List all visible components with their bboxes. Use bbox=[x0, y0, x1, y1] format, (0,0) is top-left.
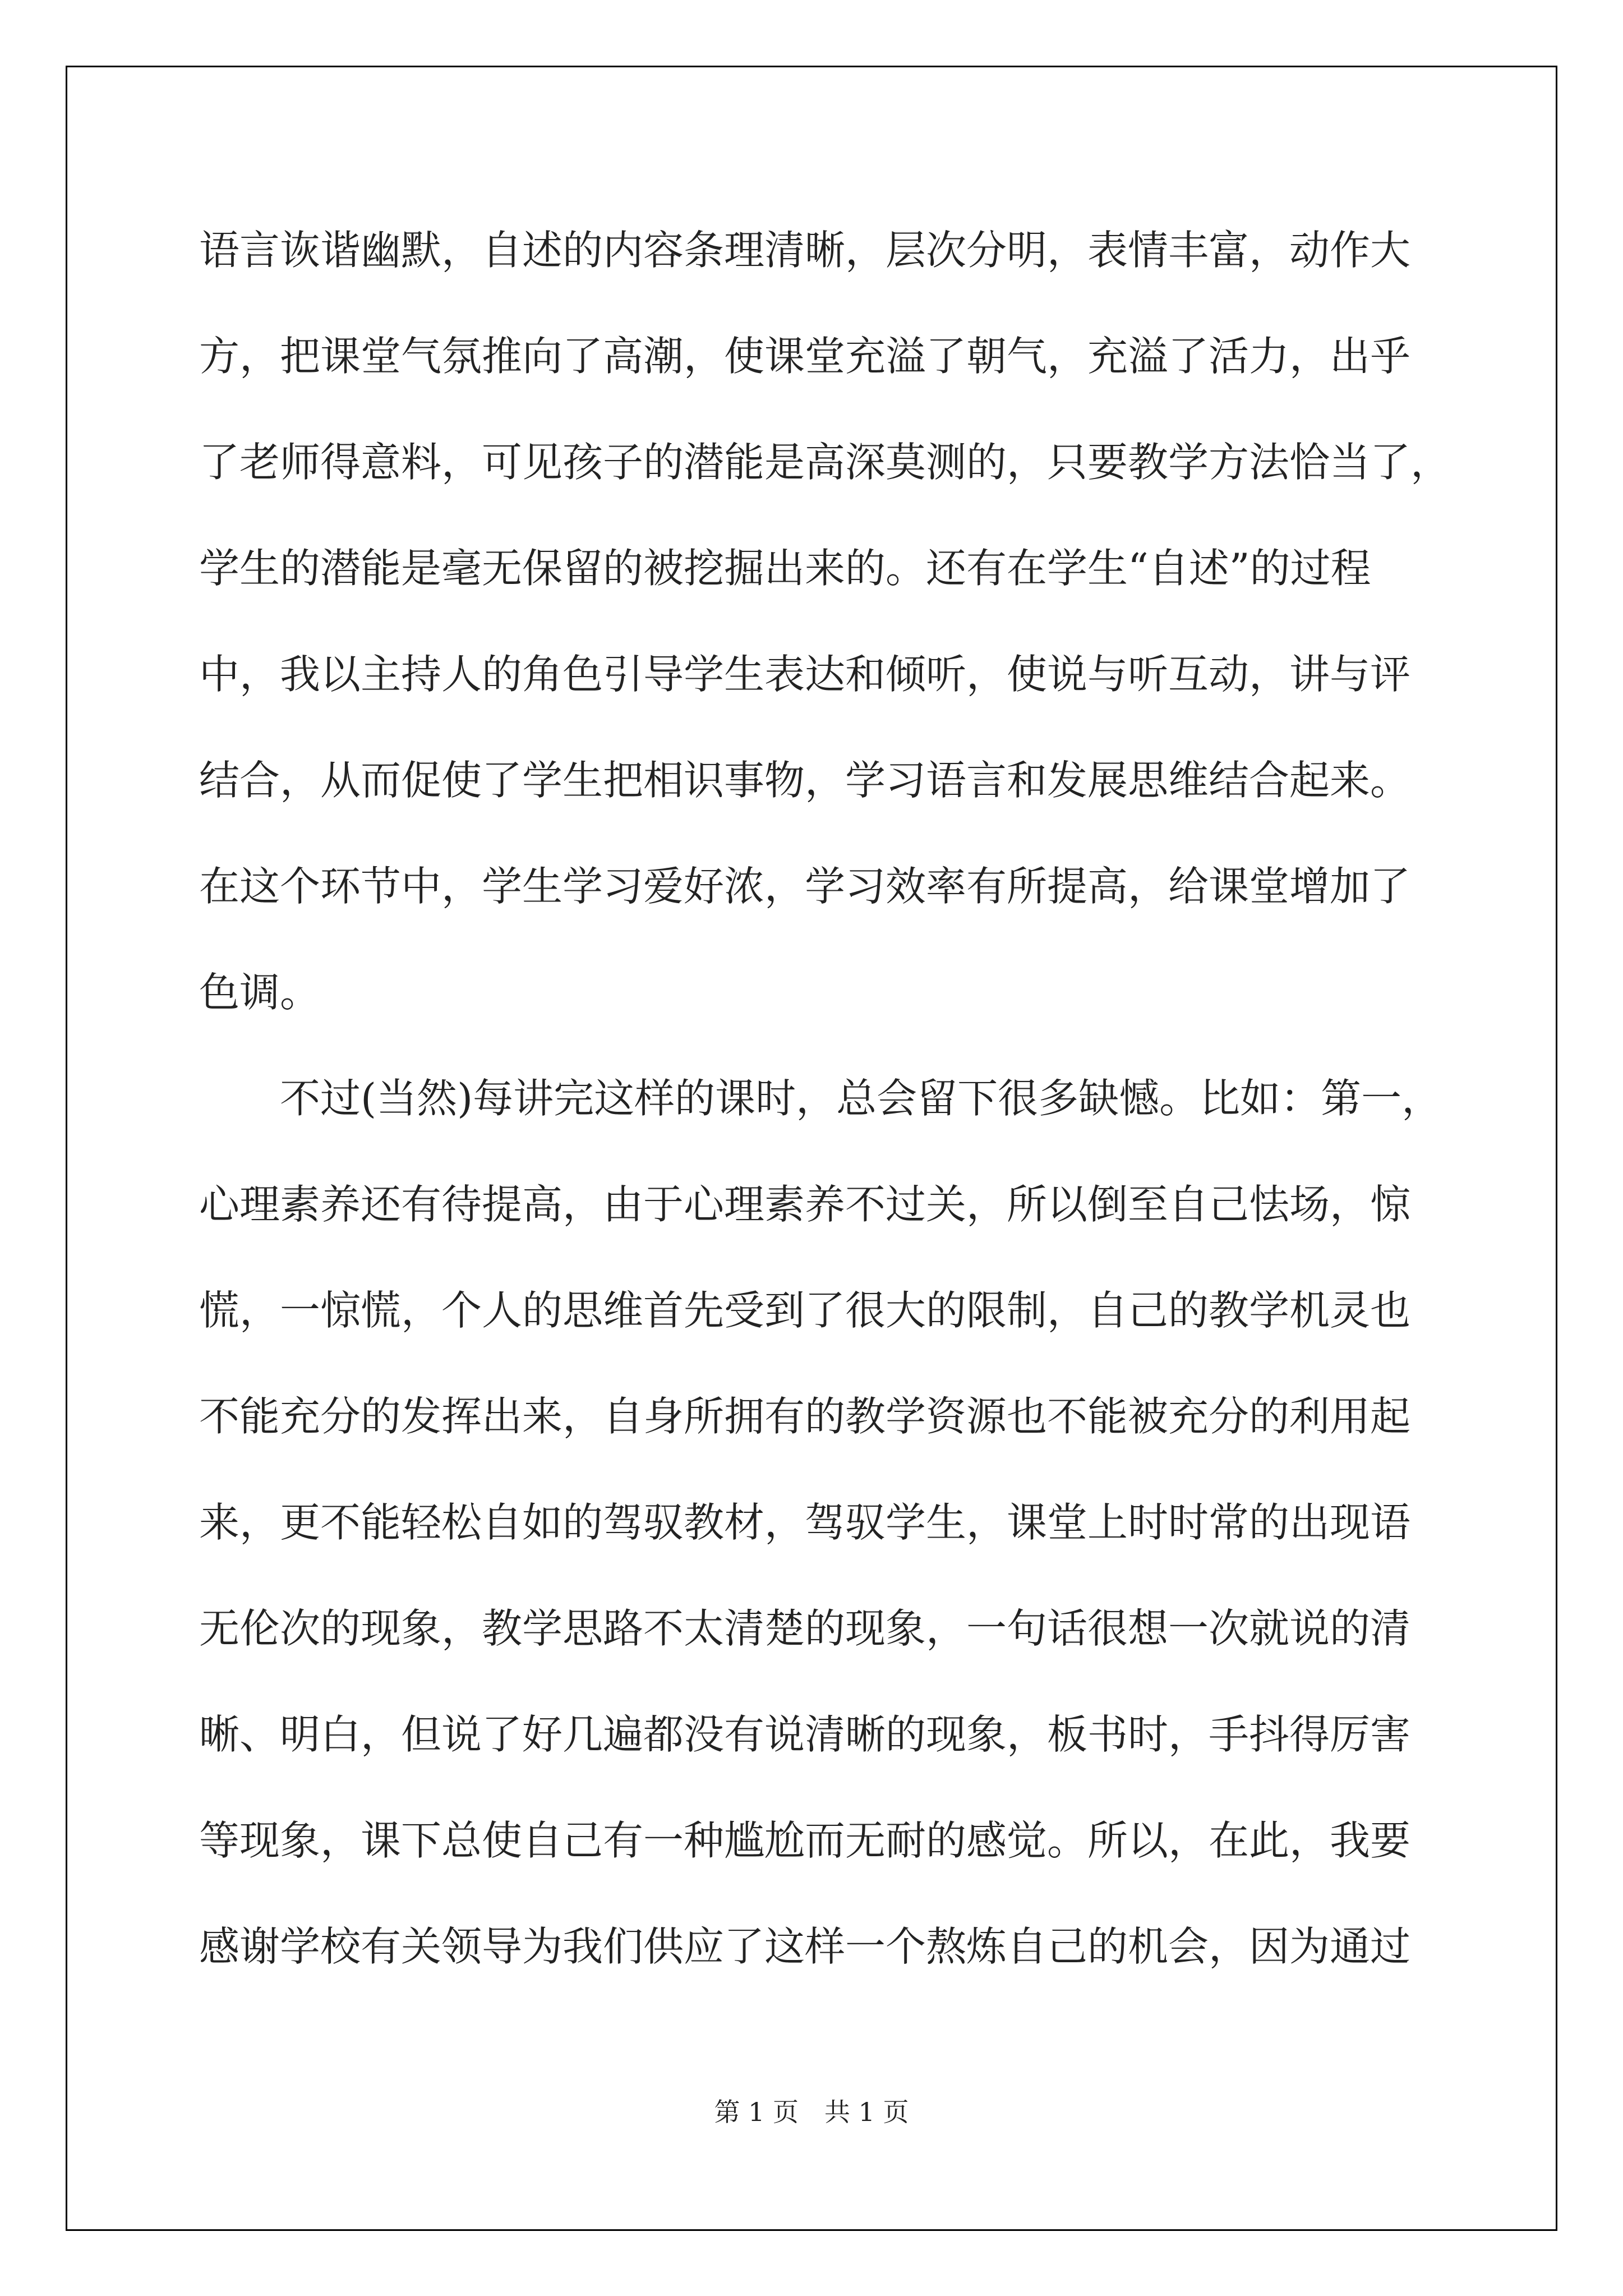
text-line-4: 学生的潜能是毫无保留的被挖掘出来的。还有在学生“自述”的过程 bbox=[199, 545, 1371, 592]
text-line-9: 不过(当然)每讲完这样的课时，总会留下很多缺憾。比如：第一， bbox=[199, 1075, 1442, 1122]
text-line-14: 无伦次的现象，教学思路不太清楚的现象，一句话很想一次就说的清 bbox=[199, 1605, 1411, 1652]
text-line-13: 来，更不能轻松自如的驾驭教材，驾驭学生，课堂上时时常的出现语 bbox=[199, 1499, 1411, 1546]
text-line-1: 语言诙谐幽默，自述的内容条理清晰，层次分明，表情丰富，动作大 bbox=[199, 227, 1411, 274]
text-line-2: 方，把课堂气氛推向了高潮，使课堂充溢了朝气，充溢了活力，出乎 bbox=[199, 333, 1411, 380]
text-line-3: 了老师得意料，可见孩子的潜能是高深莫测的，只要教学方法恰当了， bbox=[199, 439, 1451, 486]
text-line-17: 感谢学校有关领导为我们供应了这样一个熬炼自己的机会，因为通过 bbox=[199, 1923, 1411, 1970]
text-line-6: 结合，从而促使了学生把相识事物，学习语言和发展思维结合起来。 bbox=[199, 757, 1411, 804]
text-line-12: 不能充分的发挥出来，自身所拥有的教学资源也不能被充分的利用起 bbox=[199, 1393, 1411, 1440]
text-line-11: 慌，一惊慌，个人的思维首先受到了很大的限制，自己的教学机灵也 bbox=[199, 1287, 1411, 1334]
text-line-15: 晰、明白，但说了好几遍都没有说清晰的现象，板书时，手抖得厉害 bbox=[199, 1711, 1411, 1758]
text-line-8: 色调。 bbox=[199, 969, 321, 1016]
page-footer: 第 1 页 共 1 页 bbox=[714, 2097, 909, 2127]
text-line-16: 等现象，课下总使自己有一种尴尬而无耐的感觉。所以，在此，我要 bbox=[199, 1817, 1411, 1864]
page-border bbox=[66, 66, 1557, 2231]
text-line-10: 心理素养还有待提高，由于心理素养不过关，所以倒至自己怯场，惊 bbox=[199, 1181, 1411, 1228]
text-line-7: 在这个环节中，学生学习爱好浓，学习效率有所提高，给课堂增加了 bbox=[199, 863, 1411, 910]
text-line-5: 中，我以主持人的角色引导学生表达和倾听，使说与听互动，讲与评 bbox=[199, 651, 1411, 698]
